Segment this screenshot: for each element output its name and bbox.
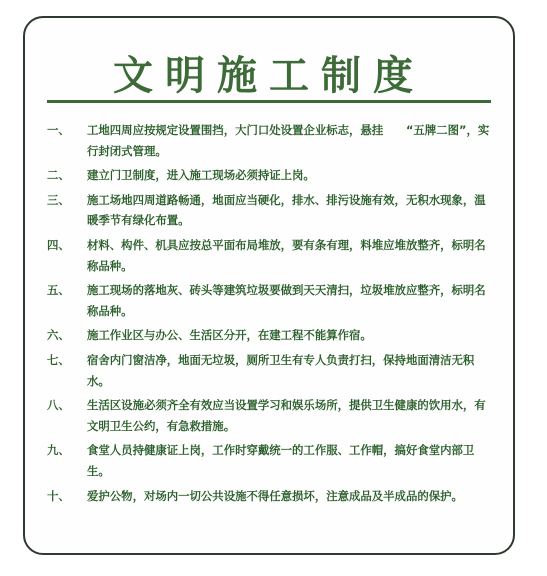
rule-text: 材料、构件、机具应按总平面布局堆放，要有条有理，料堆应堆放整齐，标明名称品种。 <box>87 237 486 273</box>
rule-item-6 <box>47 325 491 346</box>
rule-text: 施工现场的落地灰、砖头等建筑垃圾要做到天天清扫，垃圾堆放应整齐，标明名称品种。 <box>87 283 486 318</box>
notice-board <box>23 16 515 555</box>
rule-item-4 <box>47 235 491 276</box>
rule-item-7 <box>47 350 491 391</box>
rule-number: 八、 <box>47 398 70 413</box>
rule-number: 一、 <box>47 123 70 137</box>
rule-text: 爱护公物，对场内一切公共设施不得任意损坏，注意成品及半成品的保护。 <box>87 488 463 503</box>
rule-item-8 <box>47 395 491 436</box>
rule-number: 三、 <box>47 192 70 207</box>
rule-text: 施工作业区与办公、生活区分开，在建工程不能算作宿。 <box>87 328 372 343</box>
rule-text: 建立门卫制度，进入施工现场必须持证上岗。 <box>87 168 315 183</box>
rule-text: 食堂人员持健康证上岗，工作时穿戴统一的工作服、工作帽，搞好食堂内部卫生。 <box>87 443 475 478</box>
rule-item-2 <box>47 165 491 186</box>
rule-number: 七、 <box>47 352 70 367</box>
rule-number: 二、 <box>47 168 70 183</box>
rules-list <box>47 120 491 510</box>
rule-number: 九、 <box>47 443 70 458</box>
rule-item-10 <box>47 486 491 507</box>
title-divider <box>47 100 491 103</box>
rule-text: 工地四周应按规定设置围挡，大门口处设置企业标志，悬挂 “五牌二图”，实行封闭式管理。 <box>87 123 490 158</box>
rule-number: 六、 <box>47 328 70 343</box>
rule-number: 五、 <box>47 283 70 298</box>
rule-item-5 <box>47 280 491 321</box>
rule-item-1 <box>47 120 491 161</box>
rule-text: 施工场地四周道路畅通，地面应当硬化，排水、排污设施有效，无积水现象，温暖季节有绿化布置。 <box>87 192 486 228</box>
rule-text: 宿舍内门窗洁净，地面无垃圾，厕所卫生有专人负责打扫，保持地面清洁无积水。 <box>87 352 475 388</box>
rule-item-3 <box>47 190 491 231</box>
board-title: 文明施工制度 <box>113 53 425 99</box>
rule-number: 四、 <box>47 237 70 252</box>
rule-text: 生活区设施必须齐全有效应当设置学习和娱乐场所，提供卫生健康的饮用水，有文明卫生公约，有急救措施。 <box>87 398 486 433</box>
rule-item-9 <box>47 440 491 481</box>
rule-number: 十、 <box>47 488 70 503</box>
